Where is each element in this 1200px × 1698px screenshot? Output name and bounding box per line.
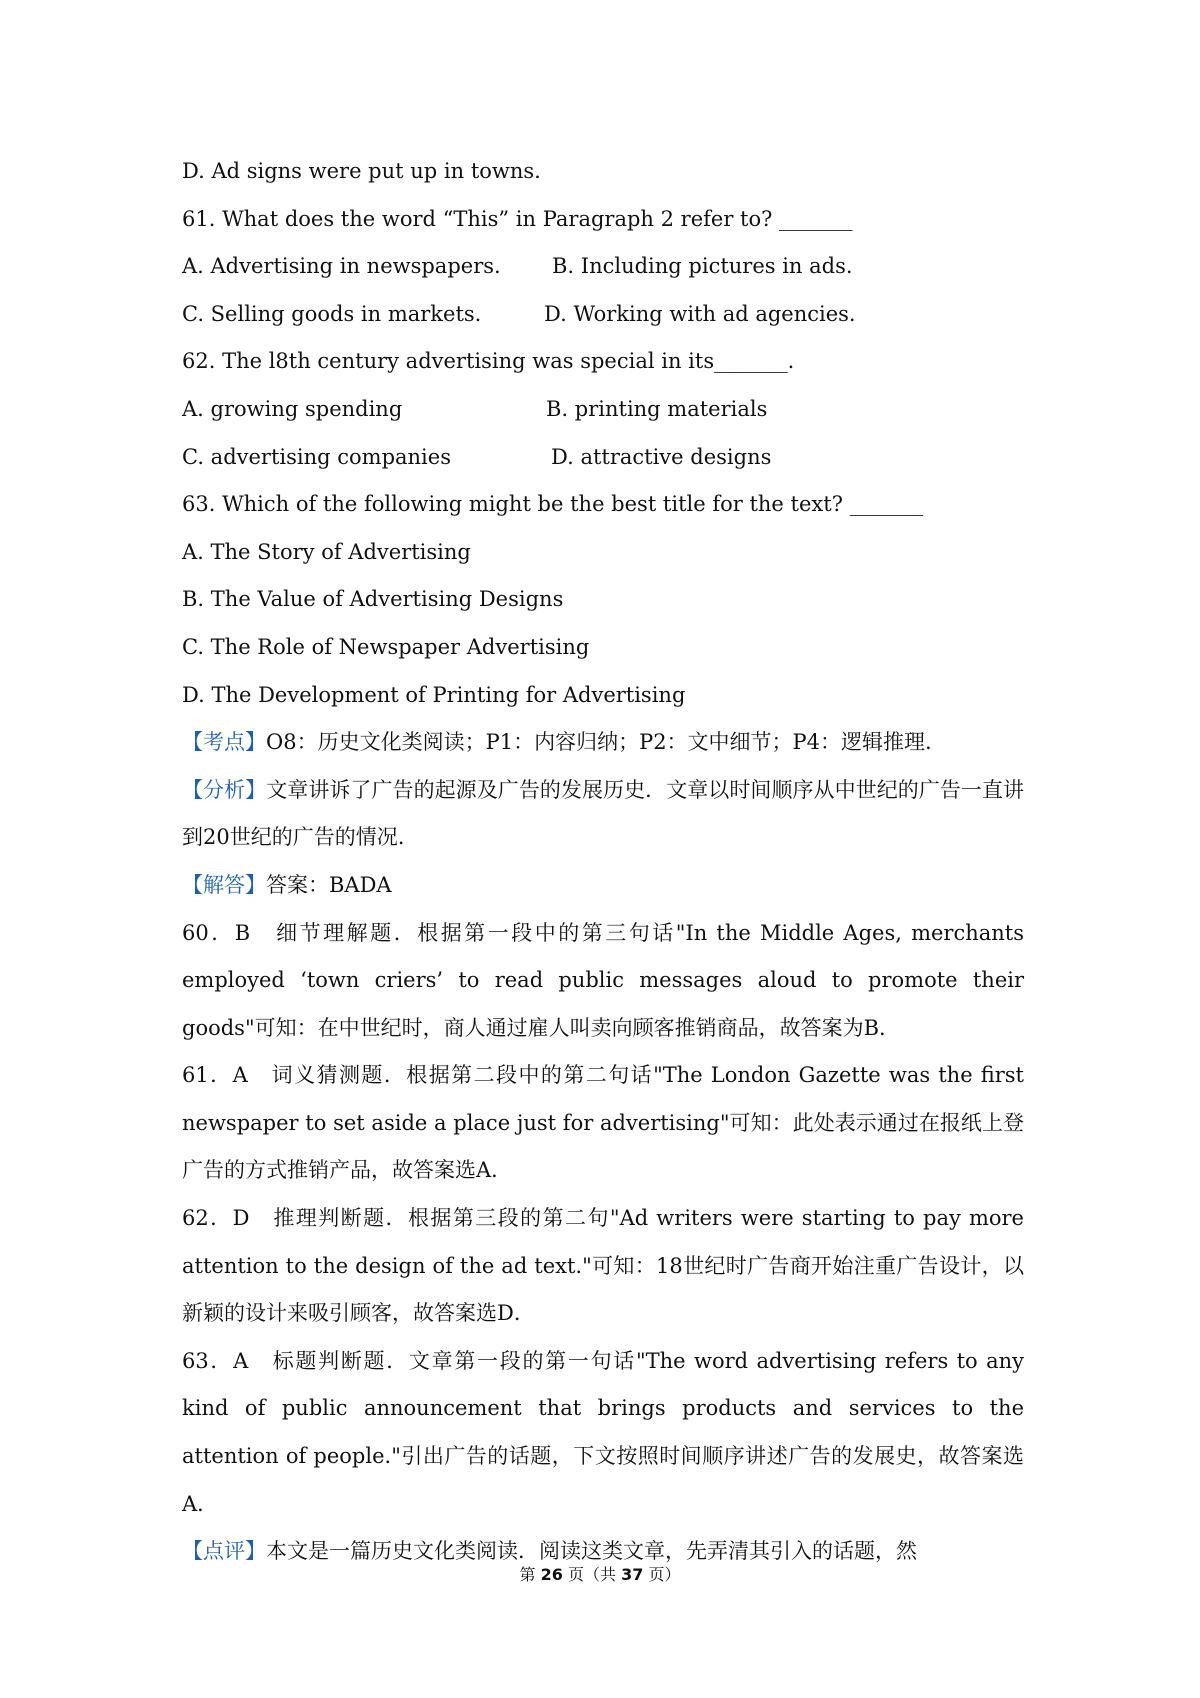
explanation-61: 61．A 词义猜测题．根据第二段中的第二句话"The London Gazette was the first newspaper to set aside a place just for advertising"可知：此处表示通过在报纸上登广告的方式推销产品，故答案选A． bbox=[182, 1063, 1024, 1183]
footer-middle: 页（共 bbox=[562, 1565, 622, 1584]
explanation-60: 60．B 细节理解题．根据第一段中的第三句话"In the Middle Ages, merchants employed ‘town criers’ to read public messages aloud to promote their goods"可知：在中世纪时，商人通过雇人叫卖向顾客推销商品，故答案为B． bbox=[182, 920, 1024, 1040]
q63-option-d: D. The Development of Printing for Advertising bbox=[182, 682, 686, 707]
q62-stem: 62. The l8th century advertising was special in its_______. bbox=[182, 349, 795, 374]
q61-options-cd bbox=[182, 291, 1024, 339]
fenxi-tag: 【分析】 bbox=[182, 777, 267, 802]
footer-suffix: 页） bbox=[643, 1565, 681, 1584]
page-footer bbox=[0, 1562, 1200, 1585]
q61-option-c: C. Selling goods in markets. bbox=[182, 301, 482, 326]
footer-prefix: 第 bbox=[519, 1565, 541, 1584]
q62-options-ab bbox=[182, 386, 1024, 434]
kaodian-tag: 【考点】 bbox=[182, 730, 266, 755]
q61-option-b: B. Including pictures in ads. bbox=[552, 254, 853, 279]
q60-option-d: D. Ad signs were put up in towns. bbox=[182, 159, 541, 183]
jieda-section bbox=[182, 862, 1024, 910]
footer-page-number: 26 bbox=[540, 1565, 563, 1584]
q62-options-cd bbox=[182, 434, 1024, 482]
fenxi-section bbox=[182, 767, 1024, 862]
fenxi-text: 文章讲诉了广告的起源及广告的发展历史．文章以时间顺序从中世纪的广告一直讲到20世纪的广告的情况. bbox=[182, 777, 1025, 850]
q61-option-d: D. Working with ad agencies. bbox=[544, 301, 856, 326]
dianping-tag: 【点评】 bbox=[182, 1539, 266, 1564]
q61-option-a: A. Advertising in newspapers. bbox=[182, 254, 501, 279]
kaodian-section bbox=[182, 719, 1024, 767]
q62-option-b: B. printing materials bbox=[546, 396, 768, 421]
q63-stem: 63. Which of the following might be the best title for the text? _______ bbox=[182, 492, 924, 517]
jieda-text: 答案：BADA bbox=[266, 872, 392, 897]
q61-options-ab bbox=[182, 243, 1024, 291]
q62-option-a: A. growing spending bbox=[182, 396, 403, 421]
jieda-tag: 【解答】 bbox=[182, 872, 266, 897]
page-content bbox=[182, 148, 1024, 1576]
dianping-text: 本文是一篇历史文化类阅读．阅读这类文章，先弄清其引入的话题，然 bbox=[266, 1539, 917, 1564]
explanation-62: 62．D 推理判断题．根据第三段的第二句"Ad writers were starting to pay more attention to the design of the ad text."可知：18世纪时广告商开始注重广告设计，以新颖的设计来吸引顾客，故答案选D． bbox=[182, 1206, 1024, 1326]
explanation-63: 63．A 标题判断题．文章第一段的第一句话"The word advertising refers to any kind of public announcement that brings products and services to the attention of people."引出广告的话题，下文按照时间顺序讲述广告的发展史，故答案选A． bbox=[182, 1348, 1024, 1516]
q62-option-c: C. advertising companies bbox=[182, 444, 451, 469]
q61-stem: 61. What does the word “This” in Paragraph 2 refer to? _______ bbox=[182, 206, 853, 231]
q63-option-b: B. The Value of Advertising Designs bbox=[182, 587, 564, 612]
q63-option-c: C. The Role of Newspaper Advertising bbox=[182, 634, 590, 659]
q62-option-d: D. attractive designs bbox=[551, 444, 772, 469]
footer-total-pages: 37 bbox=[621, 1565, 644, 1584]
kaodian-text: O8：历史文化类阅读；P1：内容归纳；P2：文中细节；P4：逻辑推理. bbox=[266, 730, 932, 755]
q63-option-a: A. The Story of Advertising bbox=[182, 539, 471, 564]
